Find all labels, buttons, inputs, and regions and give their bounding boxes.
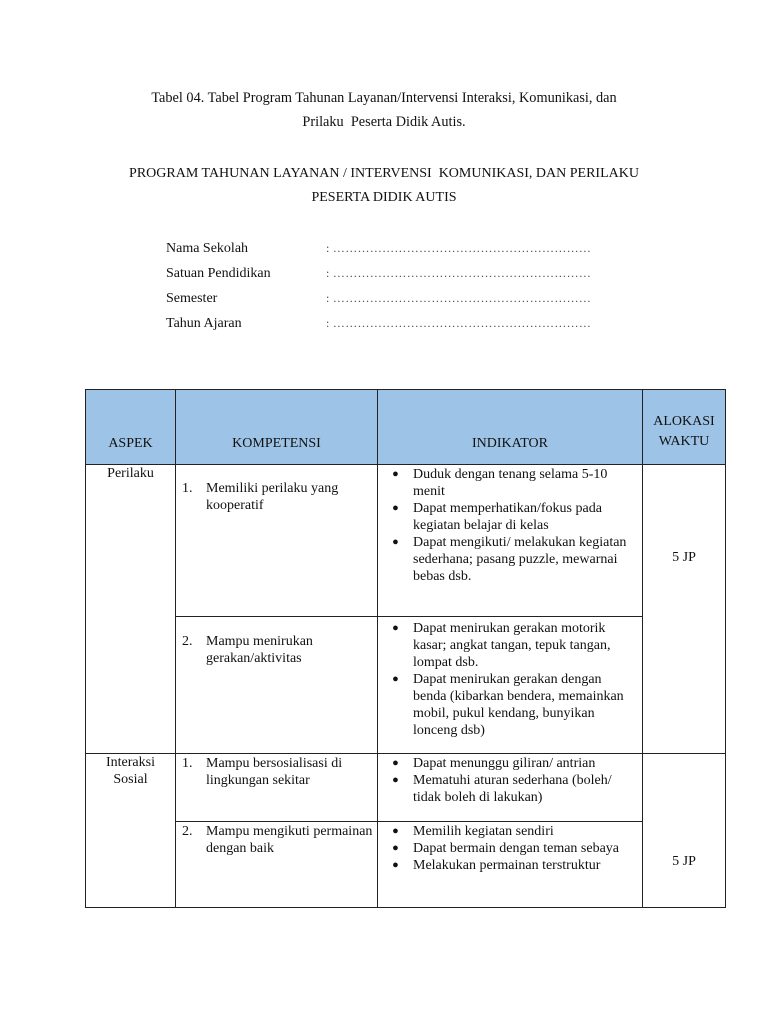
- info-label: Nama Sekolah: [166, 241, 249, 256]
- indikator-cell: [378, 754, 643, 822]
- header-alokasi-line-1: ALOKASI: [653, 414, 715, 429]
- kompetensi-text: Mampu mengikuti permainan dengan baik: [206, 824, 373, 856]
- indikator-list: [378, 822, 642, 876]
- kompetensi-number: 2.: [182, 824, 193, 839]
- bullet-icon: ●: [392, 757, 399, 769]
- indikator-cell: [378, 822, 643, 908]
- kompetensi-cell: [176, 822, 378, 908]
- kompetensi-text: Mampu bersosialisasi di lingkungan sekitar: [206, 756, 343, 788]
- info-value-blank: : ………………………………………………………: [326, 316, 592, 330]
- info-row-tahun-ajaran: [166, 311, 591, 336]
- bullet-icon: ●: [392, 673, 399, 685]
- list-item: [378, 671, 636, 739]
- list-item: [378, 857, 636, 874]
- heading-line-1: PROGRAM TAHUNAN LAYANAN / INTERVENSI KOMUNIKASI, DAN PERILAKU: [129, 166, 639, 181]
- indikator-cell: [378, 465, 643, 617]
- heading-line-2: PESERTA DIDIK AUTIS: [311, 190, 457, 205]
- header-alokasi-waktu: [643, 390, 726, 465]
- indikator-text: Dapat menunggu giliran/ antrian: [413, 756, 596, 771]
- indikator-list: [378, 754, 642, 808]
- indikator-text: Mematuhi aturan sederhana (boleh/ tidak boleh di lakukan): [413, 773, 612, 805]
- kompetensi-number: 1.: [182, 481, 193, 496]
- program-heading: [0, 162, 768, 210]
- header-kompetensi: KOMPETENSI: [176, 390, 378, 465]
- table-row: [86, 822, 726, 908]
- caption-line-1: Tabel 04. Tabel Program Tahunan Layanan/Intervensi Interaksi, Komunikasi, dan: [151, 90, 617, 106]
- kompetensi-text: Memiliki perilaku yang kooperatif: [206, 481, 339, 513]
- kompetensi-cell: [176, 465, 378, 617]
- kompetensi-number: 1.: [182, 756, 193, 771]
- list-item: [378, 620, 636, 671]
- list-item: [378, 466, 636, 500]
- alokasi-waktu-value: 5 JP: [672, 550, 696, 565]
- list-item: [378, 772, 636, 806]
- kompetensi-number: 2.: [182, 634, 193, 649]
- bullet-icon: ●: [392, 859, 399, 871]
- header-aspek: ASPEK: [86, 390, 176, 465]
- indikator-text: Dapat menirukan gerakan dengan benda (kibarkan bendera, memainkan mobil, pukul kendang, bunyikan lonceng dsb): [413, 672, 624, 738]
- alokasi-waktu-cell: [643, 465, 726, 754]
- kompetensi-cell: [176, 754, 378, 822]
- alokasi-waktu-value: 5 JP: [672, 854, 696, 869]
- bullet-icon: ●: [392, 502, 399, 514]
- indikator-cell: [378, 617, 643, 754]
- bullet-icon: ●: [392, 842, 399, 854]
- program-table: [85, 389, 726, 908]
- kompetensi-text: Mampu menirukan gerakan/aktivitas: [206, 634, 313, 666]
- table-row: [86, 465, 726, 617]
- aspek-cell-perilaku: [86, 465, 176, 754]
- list-item: [378, 755, 636, 772]
- info-row-satuan-pendidikan: [166, 261, 591, 286]
- table-header-row: [86, 390, 726, 465]
- aspek-cell-interaksi-sosial: [86, 754, 176, 908]
- aspek-label-line-2: Sosial: [113, 772, 148, 787]
- info-label: Semester: [166, 291, 218, 306]
- indikator-text: Dapat mengikuti/ melakukan kegiatan sederhana; pasang puzzle, mewarnai bebas dsb.: [413, 535, 627, 584]
- list-item: [378, 840, 636, 857]
- table-row: [86, 754, 726, 822]
- indikator-text: Dapat bermain dengan teman sebaya: [413, 841, 620, 856]
- indikator-text: Duduk dengan tenang selama 5-10 menit: [413, 467, 608, 499]
- list-item: [378, 823, 636, 840]
- indikator-list: [378, 465, 642, 587]
- info-value-blank: : ………………………………………………………: [326, 241, 592, 255]
- indikator-text: Memilih kegiatan sendiri: [413, 824, 554, 839]
- bullet-icon: ●: [392, 536, 399, 548]
- indikator-text: Dapat menirukan gerakan motorik kasar; angkat tangan, tepuk tangan, lompat dsb.: [413, 621, 611, 670]
- bullet-icon: ●: [392, 774, 399, 786]
- bullet-icon: ●: [392, 825, 399, 837]
- info-row-nama-sekolah: [166, 236, 591, 261]
- indikator-text: Dapat memperhatikan/fokus pada kegiatan belajar di kelas: [413, 501, 602, 533]
- info-row-semester: [166, 286, 591, 311]
- list-item: [378, 500, 636, 534]
- header-alokasi-line-2: WAKTU: [658, 434, 710, 449]
- info-value-blank: : ………………………………………………………: [326, 291, 592, 305]
- indikator-list: [378, 617, 642, 741]
- info-label: Tahun Ajaran: [166, 316, 242, 331]
- header-indikator: INDIKATOR: [378, 390, 643, 465]
- bullet-icon: ●: [392, 622, 399, 634]
- table-row: [86, 617, 726, 754]
- kompetensi-cell: [176, 617, 378, 754]
- alokasi-waktu-cell: [643, 754, 726, 908]
- bullet-icon: ●: [392, 468, 399, 480]
- list-item: [378, 534, 636, 585]
- caption-line-2: Prilaku Peserta Didik Autis.: [302, 114, 466, 130]
- table-caption: [0, 86, 768, 134]
- aspek-label: Interaksi: [106, 755, 155, 770]
- school-info-block: [166, 236, 591, 336]
- info-value-blank: : ………………………………………………………: [326, 266, 592, 280]
- aspek-label: Perilaku: [107, 466, 154, 481]
- indikator-text: Melakukan permainan terstruktur: [413, 858, 601, 873]
- info-label: Satuan Pendidikan: [166, 266, 271, 281]
